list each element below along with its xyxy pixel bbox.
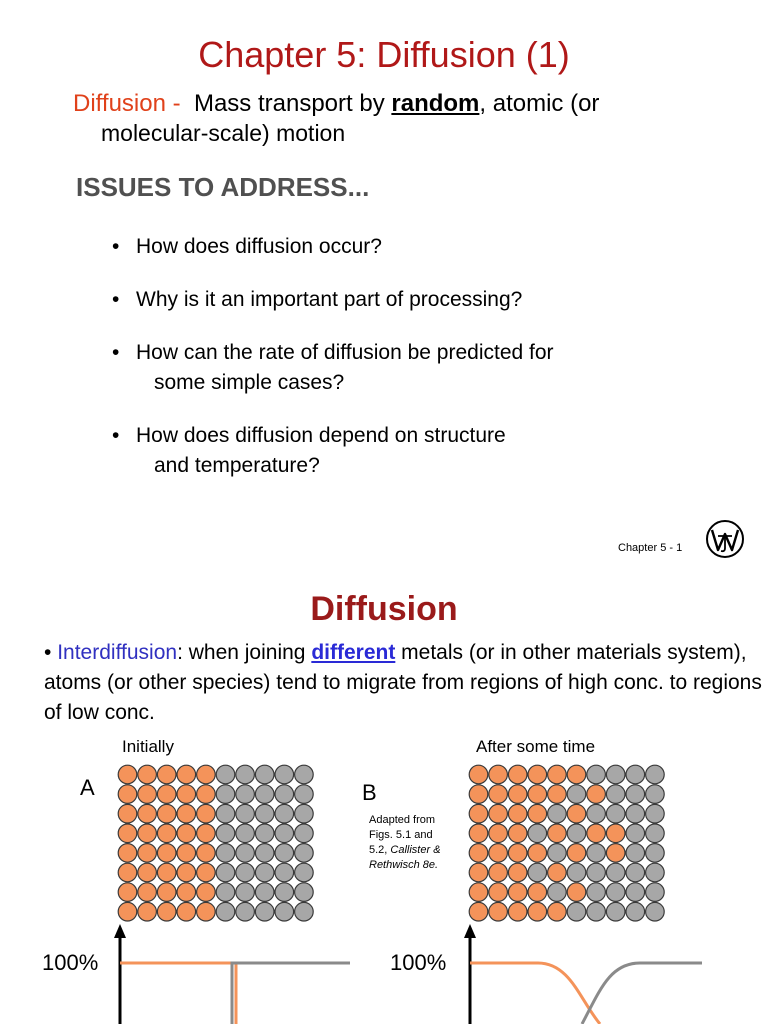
atom-gray (236, 902, 255, 921)
definition-term: Diffusion (73, 90, 166, 117)
definition-dash: - (172, 90, 181, 117)
credit-italic: Callister & (390, 844, 441, 856)
atom-gray (216, 765, 235, 784)
atom-gray (606, 785, 625, 804)
atom-orange (197, 883, 216, 902)
atom-gray (236, 863, 255, 882)
atom-gray (275, 804, 294, 823)
atom-gray (255, 824, 274, 843)
atom-gray (548, 883, 567, 902)
atom-grid-initial (117, 764, 353, 922)
atom-orange (118, 902, 137, 921)
atom-orange (157, 785, 176, 804)
atom-orange (197, 785, 216, 804)
atom-gray (646, 765, 665, 784)
atom-gray (587, 804, 606, 823)
profile-a-plot (110, 920, 360, 1024)
credit-italic: Rethwisch 8e. (369, 859, 439, 871)
atom-gray (626, 883, 645, 902)
atom-gray (255, 902, 274, 921)
publisher-logo (704, 518, 746, 560)
atom-gray (236, 785, 255, 804)
atom-orange (177, 804, 196, 823)
atom-orange (548, 902, 567, 921)
atom-orange (469, 765, 488, 784)
atom-gray (216, 863, 235, 882)
atom-gray (216, 902, 235, 921)
atom-orange (157, 844, 176, 863)
atom-orange (548, 863, 567, 882)
different-emphasis: different (311, 641, 396, 664)
atom-orange (118, 765, 137, 784)
atom-orange (157, 824, 176, 843)
atom-orange (118, 863, 137, 882)
atom-gray (216, 785, 235, 804)
atom-orange (197, 765, 216, 784)
atom-orange (197, 824, 216, 843)
atom-orange (118, 844, 137, 863)
atom-orange (177, 785, 196, 804)
profile-a-orange-curve (120, 963, 236, 1024)
atom-gray (646, 804, 665, 823)
atom-gray (255, 883, 274, 902)
bullet-text: How does diffusion depend on structure (136, 424, 506, 447)
atom-gray (295, 902, 314, 921)
atom-gray (275, 902, 294, 921)
panel-b-letter: B (362, 780, 377, 805)
atom-orange (118, 785, 137, 804)
atom-orange (508, 883, 527, 902)
panel-a-letter: A (80, 775, 95, 800)
atom-gray (528, 863, 547, 882)
profile-b-plot (460, 920, 710, 1024)
interdiffusion-text-before: : when joining (177, 641, 312, 664)
atom-gray (236, 883, 255, 902)
atom-gray (236, 844, 255, 863)
atom-orange (157, 765, 176, 784)
issues-heading: ISSUES TO ADDRESS... (76, 172, 370, 202)
bullet-text: How does diffusion occur? (136, 235, 382, 258)
interdiffusion-paragraph (44, 638, 768, 728)
atom-gray (567, 824, 586, 843)
panel-a-caption: Initially (122, 737, 174, 756)
atom-orange (528, 883, 547, 902)
profile-a-axis-arrow (114, 924, 126, 938)
atom-orange (548, 824, 567, 843)
atom-orange (489, 804, 508, 823)
interdiffusion-text-after: metals (or in other materials system), atoms (or other species) tend to migrate from regions of high conc. to regions of low conc. (44, 641, 762, 724)
panel-b-y-label: 100% (390, 950, 447, 975)
atom-gray (216, 824, 235, 843)
atom-orange (138, 804, 157, 823)
atom-orange (508, 844, 527, 863)
atom-orange (567, 883, 586, 902)
atom-orange (138, 902, 157, 921)
atom-gray (626, 863, 645, 882)
atom-orange (508, 765, 527, 784)
atom-orange (489, 765, 508, 784)
atom-orange (469, 844, 488, 863)
atom-orange (157, 804, 176, 823)
atom-gray (626, 804, 645, 823)
atom-gray (255, 804, 274, 823)
atom-orange (469, 804, 488, 823)
atom-gray (587, 863, 606, 882)
atom-orange (197, 863, 216, 882)
atom-orange (118, 804, 137, 823)
atom-gray (275, 824, 294, 843)
bullet-dot: • (112, 424, 120, 447)
atom-orange (548, 765, 567, 784)
atom-orange (489, 824, 508, 843)
atom-gray (626, 902, 645, 921)
credit-line (369, 843, 461, 858)
atom-gray (295, 804, 314, 823)
atom-gray (275, 785, 294, 804)
atom-gray (255, 785, 274, 804)
atom-orange (489, 844, 508, 863)
atom-gray (626, 765, 645, 784)
panel-a-y-label: 100% (42, 950, 99, 975)
atom-gray (606, 902, 625, 921)
atom-gray (587, 883, 606, 902)
interdiffusion-term: Interdiffusion (57, 641, 178, 664)
bullet-item (112, 421, 506, 481)
atom-gray (216, 883, 235, 902)
atom-orange (528, 804, 547, 823)
atom-orange (157, 902, 176, 921)
definition-line2: molecular-scale) motion (101, 120, 346, 146)
panel-b-caption: After some time (476, 737, 596, 756)
diffusion-definition (73, 89, 599, 119)
atom-orange (138, 765, 157, 784)
atom-orange (587, 785, 606, 804)
atom-gray (548, 804, 567, 823)
bullet-dot: • (112, 288, 120, 311)
atom-orange (567, 844, 586, 863)
atom-orange (469, 824, 488, 843)
atom-gray (646, 824, 665, 843)
atom-gray (295, 765, 314, 784)
atom-gray (646, 863, 665, 882)
page-number: Chapter 5 - 1 (618, 542, 683, 554)
atom-gray (626, 785, 645, 804)
atom-orange (469, 902, 488, 921)
atom-gray (275, 765, 294, 784)
atom-orange (469, 863, 488, 882)
atom-orange (489, 863, 508, 882)
atom-orange (197, 804, 216, 823)
atom-orange (469, 883, 488, 902)
atom-gray (295, 883, 314, 902)
atom-orange (157, 883, 176, 902)
atom-orange (138, 844, 157, 863)
credit-line: Figs. 5.1 and (369, 829, 433, 841)
atom-gray (646, 902, 665, 921)
atom-orange (528, 785, 547, 804)
atom-gray (236, 765, 255, 784)
atom-orange (528, 765, 547, 784)
atom-gray (275, 883, 294, 902)
atom-grid-after (468, 764, 704, 922)
atom-orange (489, 785, 508, 804)
atom-orange (138, 785, 157, 804)
atom-orange (118, 883, 137, 902)
atom-gray (236, 804, 255, 823)
profile-b-orange-curve (470, 963, 600, 1024)
credit-line (369, 858, 461, 873)
atom-orange (548, 785, 567, 804)
atom-orange (489, 902, 508, 921)
atom-gray (626, 844, 645, 863)
atom-orange (138, 863, 157, 882)
bullet-item (112, 338, 554, 398)
atom-orange (138, 883, 157, 902)
atom-orange (508, 804, 527, 823)
atom-orange (489, 883, 508, 902)
bullet-text-cont: and temperature? (154, 454, 320, 477)
atom-gray (275, 863, 294, 882)
atom-orange (138, 824, 157, 843)
definition-emphasis: random (391, 90, 480, 117)
atom-orange (606, 844, 625, 863)
profile-b-gray-curve (582, 963, 702, 1024)
atom-gray (567, 863, 586, 882)
atom-orange (508, 824, 527, 843)
atom-gray (295, 785, 314, 804)
atom-orange (177, 765, 196, 784)
atom-orange (567, 765, 586, 784)
atom-gray (528, 824, 547, 843)
atom-gray (295, 863, 314, 882)
atom-orange (587, 824, 606, 843)
atom-gray (606, 804, 625, 823)
atom-orange (469, 785, 488, 804)
atom-orange (118, 824, 137, 843)
atom-gray (548, 844, 567, 863)
atom-orange (508, 785, 527, 804)
slide2-title: Diffusion (310, 590, 458, 628)
atom-orange (157, 863, 176, 882)
atom-gray (606, 765, 625, 784)
bullet-text-cont: some simple cases? (154, 371, 345, 394)
atom-gray (275, 844, 294, 863)
atom-gray (255, 765, 274, 784)
atom-gray (236, 824, 255, 843)
atom-orange (508, 902, 527, 921)
bullet-dot: • (44, 641, 52, 664)
definition-text-before: Mass transport by (193, 90, 385, 117)
atom-gray (255, 844, 274, 863)
atom-gray (567, 785, 586, 804)
bullet-item (112, 285, 522, 315)
profile-a-gray-curve (232, 963, 350, 1024)
atom-gray (606, 863, 625, 882)
profile-b-axis-arrow (464, 924, 476, 938)
credit-line: Adapted from (369, 814, 436, 826)
atom-orange (177, 824, 196, 843)
atom-orange (177, 902, 196, 921)
atom-gray (587, 765, 606, 784)
bullet-dot: • (112, 235, 120, 258)
atom-gray (587, 844, 606, 863)
atom-orange (606, 824, 625, 843)
atom-gray (295, 844, 314, 863)
atom-orange (177, 844, 196, 863)
atom-gray (255, 863, 274, 882)
atom-orange (177, 863, 196, 882)
definition-text-after: , atomic (or (479, 90, 600, 117)
atom-gray (295, 824, 314, 843)
atom-gray (587, 902, 606, 921)
slide1-title: Chapter 5: Diffusion (1) (198, 34, 570, 75)
atom-orange (528, 844, 547, 863)
atom-gray (646, 785, 665, 804)
atom-gray (216, 844, 235, 863)
atom-gray (646, 844, 665, 863)
bullet-dot: • (112, 341, 120, 364)
atom-orange (197, 844, 216, 863)
atom-gray (606, 883, 625, 902)
atom-orange (508, 863, 527, 882)
atom-gray (646, 883, 665, 902)
atom-orange (567, 804, 586, 823)
bullet-text: Why is it an important part of processing? (136, 288, 523, 311)
atom-orange (528, 902, 547, 921)
bullet-text: How can the rate of diffusion be predicted for (136, 341, 554, 364)
atom-gray (567, 902, 586, 921)
figure-credit (369, 813, 461, 873)
bullet-item (112, 232, 382, 262)
atom-orange (177, 883, 196, 902)
atom-orange (197, 902, 216, 921)
atom-gray (216, 804, 235, 823)
atom-gray (626, 824, 645, 843)
credit-plain: 5.2, (369, 844, 391, 856)
